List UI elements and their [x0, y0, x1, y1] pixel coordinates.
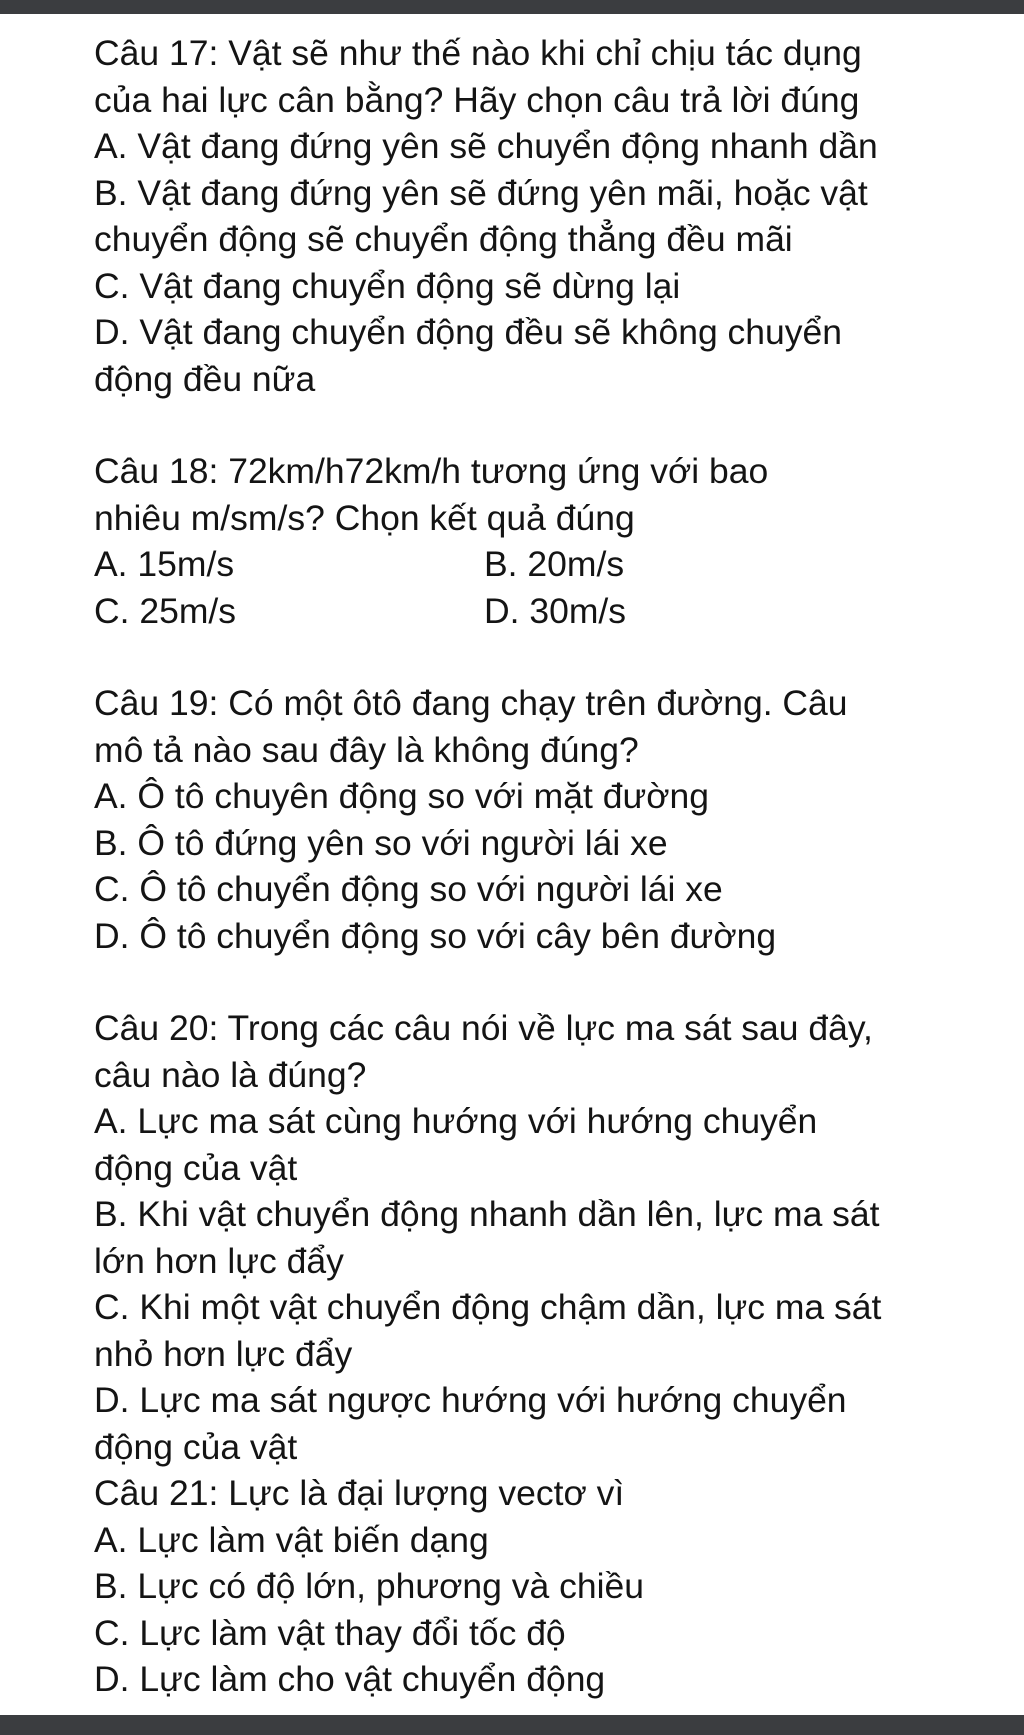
answer-option-c: C. Ô tô chuyển động so với người lái xe [94, 869, 723, 909]
answer-option-a: A. 15m/s [94, 544, 235, 584]
answer-option-a-continued: động của vật [94, 1147, 298, 1188]
answer-option-c: C. Lực làm vật thay đổi tốc độ [94, 1612, 566, 1653]
answer-option-a: A. Ô tô chuyên động so với mặt đường [94, 776, 709, 816]
question-18 [94, 448, 974, 634]
question-stem-line: Câu 18: 72km/h72km/h tương ứng với bao [94, 451, 769, 491]
answer-option-d: D. Vật đang chuyển động đều sẽ không chuyển [94, 312, 843, 352]
answer-option-b: B. Lực có độ lớn, phương và chiều [94, 1566, 644, 1606]
question-stem-line: câu nào là đúng? [94, 1054, 367, 1095]
answer-option-b: B. 20m/s [484, 544, 625, 584]
question-stem-line: mô tả nào sau đây là không đúng? [94, 729, 639, 770]
top-frame-bar [0, 0, 1024, 14]
question-20 [94, 1005, 974, 1470]
answer-option-b-continued: chuyển động sẽ chuyển động thẳng đều mãi [94, 219, 793, 259]
question-19 [94, 680, 974, 959]
question-17 [94, 30, 974, 402]
answer-option-c: C. 25m/s [94, 590, 237, 631]
answer-options-grid [94, 541, 974, 634]
answer-option-c: C. Khi một vật chuyển động chậm dần, lực ma sát [94, 1287, 882, 1327]
question-stem-line: nhiêu m/sm/s? Chọn kết quả đúng [94, 497, 635, 538]
question-stem-line: Câu 17: Vật sẽ như thế nào khi chỉ chịu tác dụng [94, 33, 862, 73]
answer-option-a: A. Vật đang đứng yên sẽ chuyển động nhanh dần [94, 126, 878, 166]
question-stem-line: Câu 21: Lực là đại lượng vectơ vì [94, 1473, 625, 1513]
answer-option-c-continued: nhỏ hơn lực đẩy [94, 1333, 353, 1374]
answer-option-b: B. Khi vật chuyển động nhanh dần lên, lực ma sát [94, 1194, 880, 1234]
answer-option-d: D. Lực ma sát ngược hướng với hướng chuyển [94, 1380, 847, 1420]
answer-option-b-continued: lớn hơn lực đẩy [94, 1240, 344, 1281]
question-stem-line: của hai lực cân bằng? Hãy chọn câu trả lời đúng [94, 79, 860, 120]
question-stem-line: Câu 20: Trong các câu nói về lực ma sát sau đây, [94, 1008, 873, 1048]
answer-option-d-continued: động đều nữa [94, 358, 316, 399]
answer-option-c: C. Vật đang chuyển động sẽ dừng lại [94, 265, 681, 306]
answer-option-b: B. Ô tô đứng yên so với người lái xe [94, 822, 668, 863]
answer-option-a: A. Lực ma sát cùng hướng với hướng chuyển [94, 1101, 818, 1141]
question-21 [94, 1470, 974, 1703]
answer-option-d: D. Ô tô chuyển động so với cây bên đường [94, 915, 777, 956]
answer-option-d: D. 30m/s [484, 590, 627, 631]
bottom-frame-bar [0, 1715, 1024, 1735]
answer-option-b: B. Vật đang đứng yên sẽ đứng yên mãi, hoặc vật [94, 172, 868, 213]
answer-option-a: A. Lực làm vật biến dạng [94, 1519, 489, 1560]
question-list [94, 30, 974, 1703]
answer-option-d-continued: động của vật [94, 1426, 298, 1467]
question-stem-line: Câu 19: Có một ôtô đang chạy trên đường. Câu [94, 683, 848, 723]
answer-option-d: D. Lực làm cho vật chuyển động [94, 1659, 606, 1699]
